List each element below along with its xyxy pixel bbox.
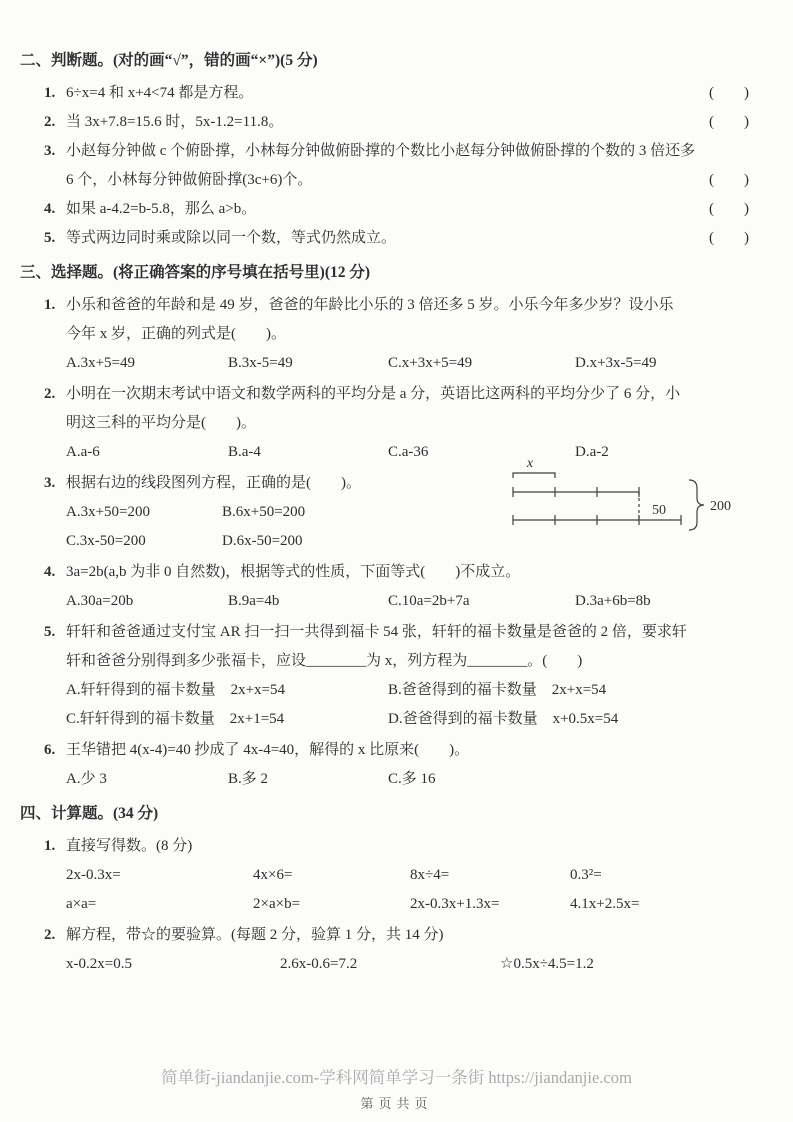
choice-question-3 [20,456,749,556]
option-d: D.x+3x-5=49 [575,355,657,371]
item-text: 王华错把 4(x-4)=40 抄成了 4x-4=40，解得的 x 比原来( )。 [66,742,470,758]
option-b: B.多 2 [228,771,269,787]
option-b: B.9a=4b [228,593,280,609]
section-calculation [20,799,749,979]
item-number: 5. [44,624,56,640]
option-c: C.x+3x+5=49 [388,355,473,371]
option-b: B.3x-5=49 [228,355,293,371]
choice-question-4 [20,558,749,616]
equation: x-0.2x=0.5 [66,956,132,972]
item-text: 等式两边同时乘或除以同一个数，等式仍然成立。 [66,230,397,246]
option-a: A.3x+50=200 [66,504,151,520]
option-a: A.少 3 [66,771,107,787]
question-stem-continued: 轩和爸爸分别得到多少张福卡，应设________为 x，列方程为________。( ) [66,653,583,669]
math-expression: a×a= [66,896,97,912]
calc-question-1 [20,832,749,919]
option-d: D.爸爸得到的福卡数量 x+0.5x=54 [388,711,619,727]
judge-item-3 [20,137,749,166]
calc-question-2 [20,921,749,979]
question-stem-continued: 明这三科的平均分是( )。 [66,415,256,431]
equation: 2.6x-0.6=7.2 [280,956,358,972]
section-choice [20,258,749,794]
option-a: A.轩轩得到的福卡数量 2x+x=54 [66,682,286,698]
item-text: 根据右边的线段图列方程，正确的是( )。 [66,475,361,491]
math-expression: 2x-0.3x= [66,867,121,883]
answer-bracket: ( ) [709,172,749,188]
option-c: C.多 16 [388,771,436,787]
item-text: 轩轩和爸爸通过支付宝 AR 扫一扫一共得到福卡 54 张，轩轩的福卡数量是爸爸的 2 倍，要求轩 [66,624,687,640]
line-segment-diagram [501,453,763,541]
item-number: 1. [44,838,56,854]
diagram-total-label: 200 [710,499,731,514]
item-text: 解方程，带☆的要验算。(每题 2 分，验算 1 分，共 14 分) [66,927,444,943]
item-number: 3. [44,143,56,159]
option-c: C.a-36 [388,444,429,460]
section-judgement [20,46,749,253]
choice-question-6 [20,736,749,794]
equation-starred: ☆0.5x÷4.5=1.2 [500,956,594,972]
item-number: 4. [44,564,56,580]
item-number: 2. [44,114,56,130]
math-expression: 0.3²= [570,867,602,883]
item-number: 1. [44,85,56,101]
item-text: 6÷x=4 和 x+4<74 都是方程。 [66,85,254,101]
question-stem [44,921,749,950]
item-number: 2. [44,927,56,943]
question-stem [44,618,749,647]
item-text: 小明在一次期末考试中语文和数学两科的平均分是 a 分，英语比这两科的平均分少了 6 分，小 [66,386,681,402]
math-expression: 4x×6= [253,867,293,883]
item-number: 3. [44,475,56,491]
answer-bracket: ( ) [709,114,749,130]
judge-item-5 [20,224,749,253]
option-b: B.爸爸得到的福卡数量 2x+x=54 [388,682,607,698]
option-a: A.30a=20b [66,593,134,609]
choice-question-5 [20,618,749,734]
judge-item-2 [20,108,749,137]
item-text: 如果 a-4.2=b-5.8，那么 a>b。 [66,201,257,217]
item-text: 当 3x+7.8=15.6 时，5x-1.2=11.8。 [66,114,284,130]
item-number: 1. [44,297,56,313]
section-calculation-title: 四、计算题。(34 分) [20,805,159,822]
item-number: 6. [44,742,56,758]
diagram-50-label: 50 [652,503,666,518]
item-text: 6 个，小林每分钟做俯卧撑(3c+6)个。 [66,172,313,188]
answer-bracket: ( ) [709,201,749,217]
question-stem [44,736,749,765]
item-text: 小乐和爸爸的年龄和是 49 岁，爸爸的年龄比小乐的 3 倍还多 5 岁。小乐今年多少岁？设小乐 [66,297,674,313]
option-a: A.a-6 [66,444,100,460]
mental-math-row-1 [44,861,749,890]
option-b: B.a-4 [228,444,261,460]
question-stem [44,832,749,861]
section-choice-title: 三、选择题。(将正确答案的序号填在括号里)(12 分) [20,264,371,281]
item-text: 直接写得数。(8 分) [66,838,193,854]
question-stem [44,291,749,320]
option-d: D.6x-50=200 [222,533,303,549]
question-stem-continued: 今年 x 岁，正确的列式是( )。 [66,326,286,342]
footer-page-indicator: 第页共页 [360,1096,433,1111]
option-d: D.3a+6b=8b [575,593,651,609]
options-row [44,705,749,734]
answer-bracket: ( ) [709,230,749,246]
item-number: 5. [44,230,56,246]
question-stem [44,380,749,409]
footer-site-line: 简单街-jiandanjie.com-学科网简单学习一条街 https://jiandanjie.com [161,1068,632,1087]
options-row [44,676,749,705]
item-text: 3a=2b(a,b 为非 0 自然数)，根据等式的性质，下面等式( )不成立。 [66,564,521,580]
math-expression: 8x÷4= [410,867,450,883]
options-row [44,587,749,616]
options-row [44,765,749,794]
option-d: D.a-2 [575,444,609,460]
option-b: B.6x+50=200 [222,504,306,520]
option-c: C.3x-50=200 [66,533,146,549]
options-row [44,349,749,378]
question-stem [44,558,749,587]
math-expression: 4.1x+2.5x= [570,896,640,912]
equations-row [44,950,749,979]
option-a: A.3x+5=49 [66,355,136,371]
choice-question-1 [20,291,749,378]
item-number: 4. [44,201,56,217]
diagram-x-label: x [526,456,534,471]
option-c: C.10a=2b+7a [388,593,470,609]
item-text: 小赵每分钟做 c 个俯卧撑，小林每分钟做俯卧撑的个数比小赵每分钟做俯卧撑的个数的 3 倍还多 [66,143,696,159]
judge-item-4 [20,195,749,224]
item-number: 2. [44,386,56,402]
section-judgement-title: 二、判断题。(对的画“√”，错的画“×”)(5 分) [20,52,318,69]
math-expression: 2×a×b= [253,896,301,912]
mental-math-row-2 [44,890,749,919]
answer-bracket: ( ) [709,85,749,101]
judge-item-1 [20,79,749,108]
option-c: C.轩轩得到的福卡数量 2x+1=54 [66,711,285,727]
math-expression: 2x-0.3x+1.3x= [410,896,500,912]
judge-item-3-continued [20,166,749,195]
